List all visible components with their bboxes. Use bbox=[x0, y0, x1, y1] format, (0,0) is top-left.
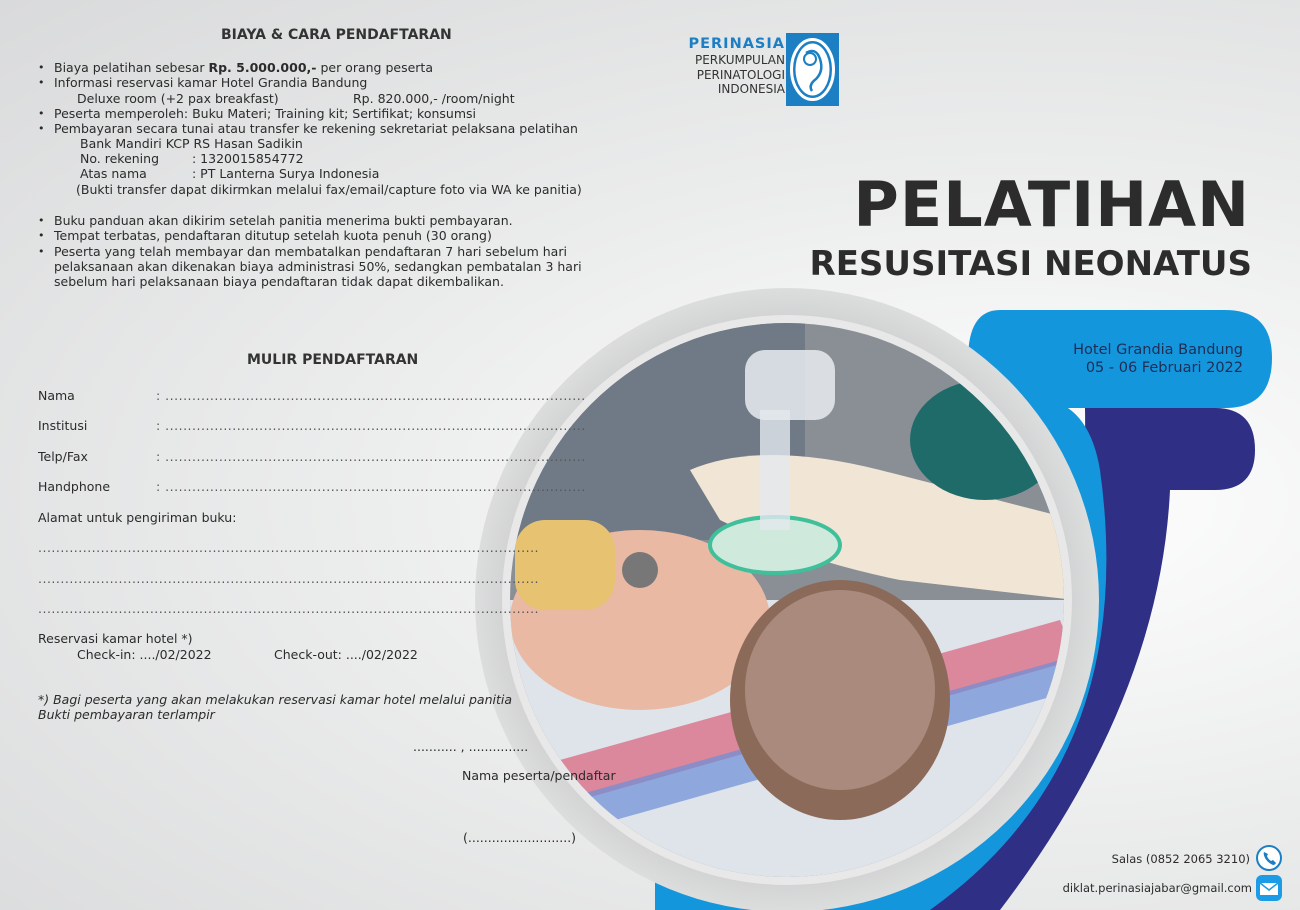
checkin-field[interactable]: Check-in: ..../02/2022 bbox=[77, 647, 212, 662]
address-line-2[interactable]: ................................................................................................................ bbox=[38, 571, 540, 586]
fetus-icon bbox=[786, 33, 839, 106]
phone-icon bbox=[1256, 845, 1282, 871]
venue-name: Hotel Grandia Bandung bbox=[1073, 342, 1243, 358]
signature-field[interactable]: (..........................) bbox=[463, 830, 577, 845]
logo-name: PERINASIA bbox=[688, 36, 785, 52]
bank-details bbox=[38, 136, 638, 197]
info-heading: BIAYA & CARA PENDAFTARAN bbox=[221, 27, 452, 43]
title-line2: RESUSITASI NEONATUS bbox=[809, 244, 1252, 284]
benefit-item: • Peserta memperoleh: Buku Materi; Training kit; Sertifikat; konsumsi bbox=[38, 106, 638, 121]
hotel-item: • Informasi reservasi kamar Hotel Grandia Bandung bbox=[38, 75, 638, 90]
field-institusi[interactable]: Institusi : .............................................................................................. bbox=[38, 418, 586, 433]
signer-label: Nama peserta/pendaftar bbox=[462, 768, 616, 783]
address-label: Alamat untuk pengiriman buku: bbox=[38, 510, 237, 525]
field-nama[interactable]: Nama : .............................................................................................. bbox=[38, 388, 586, 403]
cancellation-item: • Peserta yang telah membayar dan membatalkan pendaftaran 7 hari sebelum hari pelaksanaan akan dikenakan biaya administrasi 50%, sedangkan pembatalan 3 hari sebelum hari pelaksanaan biaya pendaftaran tidak dapat dikembalikan. bbox=[38, 244, 618, 290]
event-venue-block bbox=[1073, 341, 1243, 377]
email-contact[interactable]: diklat.perinasiajabar@gmail.com bbox=[1062, 881, 1252, 895]
reservation-note: *) Bagi peserta yang akan melakukan reservasi kamar hotel melalui panitia bbox=[38, 692, 513, 707]
account-label: No. rekening bbox=[80, 151, 160, 167]
field-telp[interactable]: Telp/Fax : .............................................................................................. bbox=[38, 449, 586, 464]
transfer-note: (Bukti transfer dapat dikirmkan melalui fax/email/capture foto via WA ke panitia) bbox=[76, 182, 582, 198]
bank-name: Bank Mandiri KCP RS Hasan Sadikin bbox=[80, 136, 303, 152]
payment-item: • Pembayaran secara tunai atau transfer ke rekening sekretariat pelaksana pelatihan bbox=[38, 121, 638, 136]
reservation-label: Reservasi kamar hotel *) bbox=[38, 631, 193, 646]
room-price: Rp. 820.000,- /room/night bbox=[353, 90, 515, 106]
room-line: Deluxe room (+2 pax breakfast) Rp. 820.000,- /room/night bbox=[77, 90, 515, 106]
quota-item: • Tempat terbatas, pendaftaran ditutup setelah kuota penuh (30 orang) bbox=[38, 228, 618, 243]
event-dates: 05 - 06 Februari 2022 bbox=[1085, 360, 1243, 376]
address-line-1[interactable]: ................................................................................................................ bbox=[38, 540, 540, 555]
place-date-field[interactable]: ........... , ............... bbox=[413, 739, 529, 754]
address-line-3[interactable]: ................................................................................................................ bbox=[38, 601, 540, 616]
info-section bbox=[38, 60, 638, 290]
phone-contact[interactable]: Salas (0852 2065 3210) bbox=[1111, 852, 1250, 866]
form-heading: MULIR PENDAFTARAN bbox=[247, 352, 419, 368]
payment-proof-note: Bukti pembayaran terlampir bbox=[38, 707, 215, 722]
account-number: : 1320015854772 bbox=[192, 151, 304, 167]
title-line1: PELATIHAN bbox=[853, 168, 1250, 241]
email-icon bbox=[1256, 875, 1282, 901]
guide-item: • Buku panduan akan dikirim setelah panitia menerima bukti pembayaran. bbox=[38, 213, 618, 228]
perinasia-emblem bbox=[786, 33, 839, 106]
holder-name: : PT Lanterna Surya Indonesia bbox=[192, 166, 380, 182]
perinasia-logo-text: PERINASIA PERKUMPULAN PERINATOLOGI INDONESIA bbox=[685, 35, 785, 97]
fee-amount: Rp. 5.000.000,- bbox=[208, 60, 317, 75]
fee-item: • Biaya pelatihan sebesar Rp. 5.000.000,- per orang peserta bbox=[38, 60, 638, 75]
checkout-field[interactable]: Check-out: ..../02/2022 bbox=[274, 647, 418, 662]
field-handphone[interactable]: Handphone : .............................................................................................. bbox=[38, 479, 586, 494]
holder-label: Atas nama bbox=[80, 166, 147, 182]
